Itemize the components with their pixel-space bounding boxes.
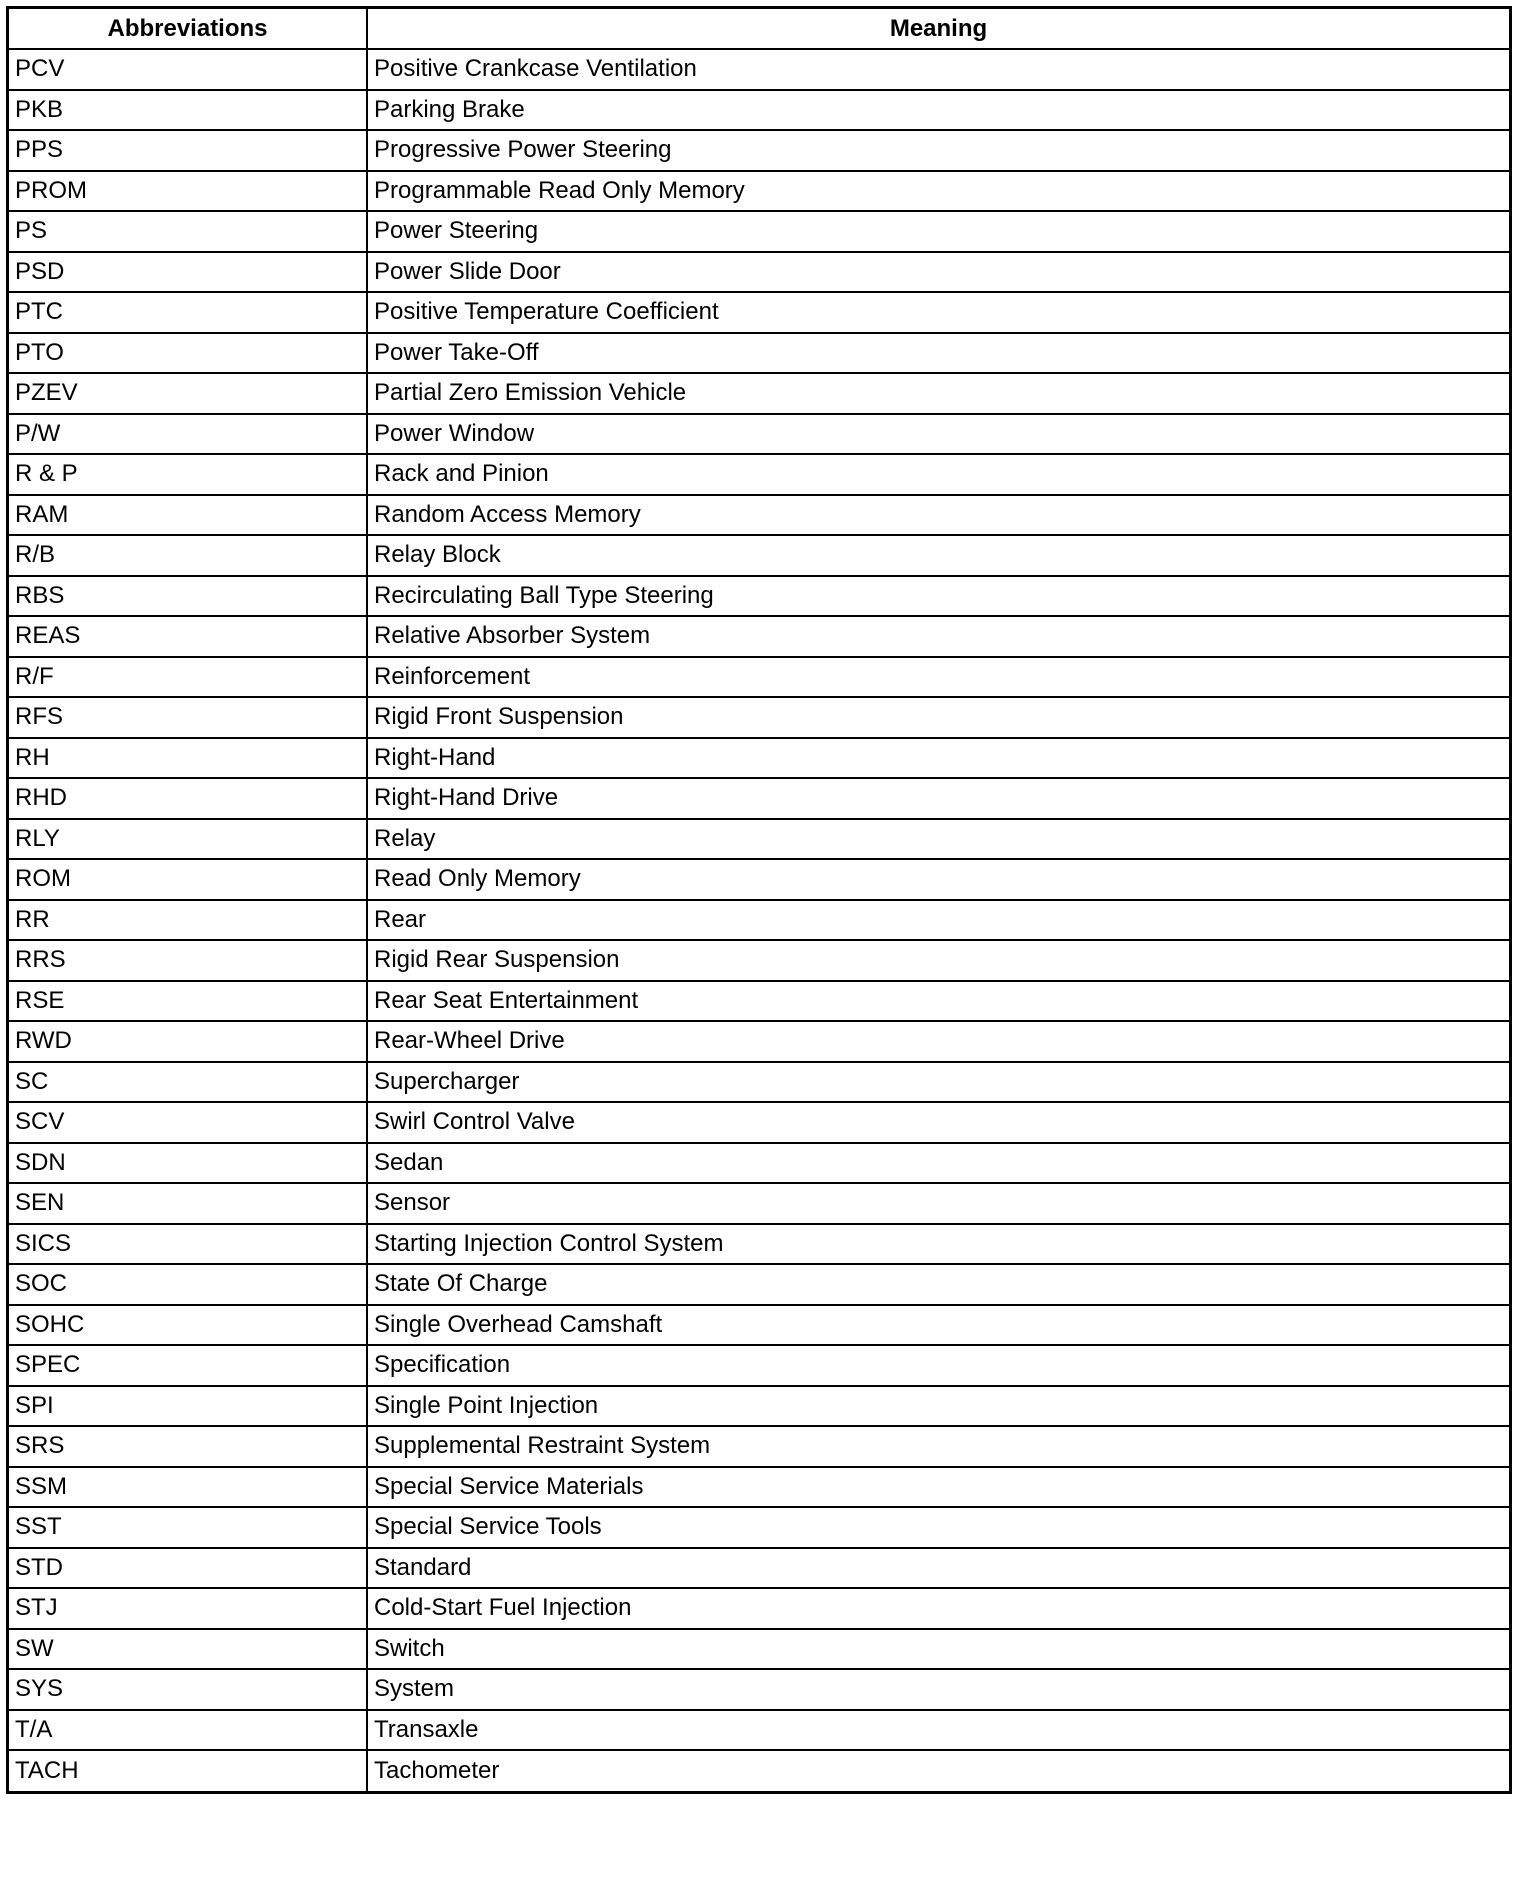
meaning-cell: Relative Absorber System [367, 616, 1509, 657]
meaning-cell: System [367, 1669, 1509, 1710]
column-header-meaning: Meaning [367, 9, 1509, 49]
table-body [9, 49, 1509, 1791]
abbreviation-cell: SW [9, 1629, 367, 1670]
meaning-cell: Special Service Materials [367, 1467, 1509, 1508]
meaning-cell: Single Point Injection [367, 1386, 1509, 1427]
column-header-abbreviations: Abbreviations [9, 9, 367, 49]
abbreviation-cell: SEN [9, 1183, 367, 1224]
meaning-cell: State Of Charge [367, 1264, 1509, 1305]
table-row [9, 1710, 1509, 1751]
meaning-cell: Rear [367, 900, 1509, 941]
table-row [9, 130, 1509, 171]
meaning-cell: Supercharger [367, 1062, 1509, 1103]
abbreviation-cell: SPEC [9, 1345, 367, 1386]
abbreviation-cell: ROM [9, 859, 367, 900]
abbreviations-table [9, 9, 1509, 1791]
abbreviation-cell: PROM [9, 171, 367, 212]
meaning-cell: Standard [367, 1548, 1509, 1589]
meaning-cell: Random Access Memory [367, 495, 1509, 536]
meaning-cell: Reinforcement [367, 657, 1509, 698]
table-row [9, 1021, 1509, 1062]
abbreviation-cell: P/W [9, 414, 367, 455]
meaning-cell: Relay Block [367, 535, 1509, 576]
meaning-cell: Sedan [367, 1143, 1509, 1184]
abbreviation-cell: SDN [9, 1143, 367, 1184]
meaning-cell: Partial Zero Emission Vehicle [367, 373, 1509, 414]
table-row [9, 1548, 1509, 1589]
table-row [9, 1629, 1509, 1670]
abbreviation-cell: R/B [9, 535, 367, 576]
table-row [9, 778, 1509, 819]
meaning-cell: Supplemental Restraint System [367, 1426, 1509, 1467]
table-row [9, 1386, 1509, 1427]
meaning-cell: Power Slide Door [367, 252, 1509, 293]
meaning-cell: Right-Hand Drive [367, 778, 1509, 819]
abbreviation-cell: RH [9, 738, 367, 779]
abbreviation-cell: REAS [9, 616, 367, 657]
meaning-cell: Power Steering [367, 211, 1509, 252]
abbreviation-cell: TACH [9, 1750, 367, 1791]
table-row [9, 1183, 1509, 1224]
meaning-cell: Special Service Tools [367, 1507, 1509, 1548]
meaning-cell: Tachometer [367, 1750, 1509, 1791]
abbreviation-cell: SICS [9, 1224, 367, 1265]
meaning-cell: Positive Crankcase Ventilation [367, 49, 1509, 90]
table-row [9, 1345, 1509, 1386]
meaning-cell: Rack and Pinion [367, 454, 1509, 495]
meaning-cell: Parking Brake [367, 90, 1509, 131]
table-row [9, 576, 1509, 617]
meaning-cell: Rear Seat Entertainment [367, 981, 1509, 1022]
abbreviation-cell: SCV [9, 1102, 367, 1143]
meaning-cell: Specification [367, 1345, 1509, 1386]
abbreviation-cell: SOC [9, 1264, 367, 1305]
table-row [9, 49, 1509, 90]
abbreviation-cell: R/F [9, 657, 367, 698]
abbreviation-cell: RAM [9, 495, 367, 536]
meaning-cell: Swirl Control Valve [367, 1102, 1509, 1143]
table-row [9, 1102, 1509, 1143]
abbreviation-cell: T/A [9, 1710, 367, 1751]
table-row [9, 940, 1509, 981]
abbreviation-cell: RSE [9, 981, 367, 1022]
meaning-cell: Rigid Rear Suspension [367, 940, 1509, 981]
meaning-cell: Recirculating Ball Type Steering [367, 576, 1509, 617]
table-row [9, 535, 1509, 576]
table-row [9, 1669, 1509, 1710]
table-row [9, 900, 1509, 941]
table-row [9, 1750, 1509, 1791]
meaning-cell: Rigid Front Suspension [367, 697, 1509, 738]
table-row [9, 454, 1509, 495]
meaning-cell: Switch [367, 1629, 1509, 1670]
table-row [9, 1467, 1509, 1508]
abbreviation-cell: SYS [9, 1669, 367, 1710]
abbreviation-cell: SRS [9, 1426, 367, 1467]
table-row [9, 292, 1509, 333]
meaning-cell: Rear-Wheel Drive [367, 1021, 1509, 1062]
meaning-cell: Progressive Power Steering [367, 130, 1509, 171]
table-row [9, 859, 1509, 900]
abbreviation-cell: SPI [9, 1386, 367, 1427]
abbreviation-cell: PTC [9, 292, 367, 333]
table-row [9, 211, 1509, 252]
table-row [9, 1264, 1509, 1305]
meaning-cell: Single Overhead Camshaft [367, 1305, 1509, 1346]
abbreviation-cell: PZEV [9, 373, 367, 414]
meaning-cell: Relay [367, 819, 1509, 860]
meaning-cell: Power Take-Off [367, 333, 1509, 374]
meaning-cell: Sensor [367, 1183, 1509, 1224]
table-row [9, 1062, 1509, 1103]
table-row [9, 1507, 1509, 1548]
meaning-cell: Starting Injection Control System [367, 1224, 1509, 1265]
table-header-row [9, 9, 1509, 49]
table-row [9, 373, 1509, 414]
meaning-cell: Transaxle [367, 1710, 1509, 1751]
table-row [9, 1224, 1509, 1265]
table-row [9, 90, 1509, 131]
meaning-cell: Right-Hand [367, 738, 1509, 779]
abbreviation-cell: RR [9, 900, 367, 941]
abbreviation-cell: RHD [9, 778, 367, 819]
abbreviation-cell: R & P [9, 454, 367, 495]
abbreviation-cell: STD [9, 1548, 367, 1589]
table-row [9, 616, 1509, 657]
abbreviation-cell: RLY [9, 819, 367, 860]
table-row [9, 1588, 1509, 1629]
abbreviation-cell: RBS [9, 576, 367, 617]
table-row [9, 333, 1509, 374]
abbreviation-cell: PTO [9, 333, 367, 374]
table-row [9, 414, 1509, 455]
table-row [9, 697, 1509, 738]
table-row [9, 819, 1509, 860]
abbreviation-cell: SC [9, 1062, 367, 1103]
table-row [9, 981, 1509, 1022]
table-row [9, 252, 1509, 293]
abbreviation-cell: SOHC [9, 1305, 367, 1346]
abbreviation-cell: RWD [9, 1021, 367, 1062]
abbreviation-cell: SST [9, 1507, 367, 1548]
abbreviation-cell: PCV [9, 49, 367, 90]
meaning-cell: Power Window [367, 414, 1509, 455]
table-row [9, 495, 1509, 536]
abbreviation-cell: SSM [9, 1467, 367, 1508]
abbreviation-cell: PPS [9, 130, 367, 171]
abbreviation-cell: STJ [9, 1588, 367, 1629]
table-row [9, 1305, 1509, 1346]
meaning-cell: Read Only Memory [367, 859, 1509, 900]
abbreviation-cell: RRS [9, 940, 367, 981]
table-row [9, 1426, 1509, 1467]
meaning-cell: Cold-Start Fuel Injection [367, 1588, 1509, 1629]
abbreviation-cell: PS [9, 211, 367, 252]
abbreviation-cell: PKB [9, 90, 367, 131]
abbreviation-cell: RFS [9, 697, 367, 738]
abbreviations-table-frame [6, 6, 1512, 1794]
abbreviation-cell: PSD [9, 252, 367, 293]
table-row [9, 738, 1509, 779]
table-row [9, 657, 1509, 698]
meaning-cell: Positive Temperature Coefficient [367, 292, 1509, 333]
meaning-cell: Programmable Read Only Memory [367, 171, 1509, 212]
table-row [9, 171, 1509, 212]
table-row [9, 1143, 1509, 1184]
